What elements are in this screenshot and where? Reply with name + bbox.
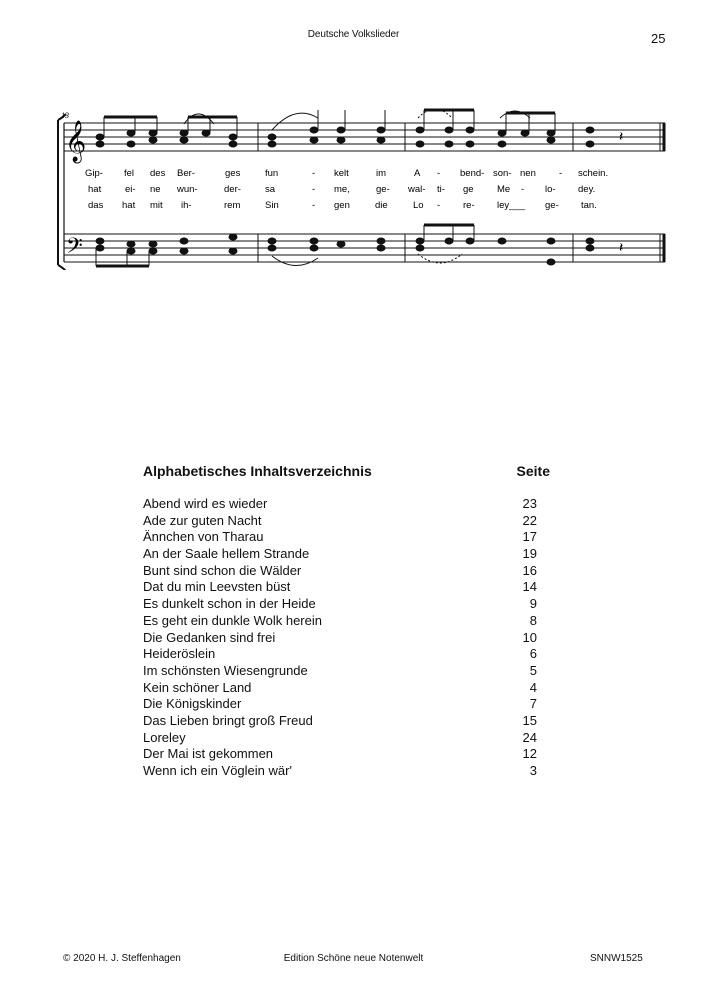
song-page: 7: [529, 696, 537, 712]
footer-code: SNNW1525: [590, 953, 643, 964]
song-page: 4: [529, 679, 537, 695]
svg-text:mit: mit: [150, 200, 163, 211]
treble-clef-icon: 𝄞: [65, 121, 87, 162]
toc-entry: [143, 680, 553, 697]
svg-text:die: die: [375, 200, 388, 211]
song-title: Es dunkelt schon in der Heide: [143, 596, 316, 612]
svg-text:ge-: ge-: [376, 184, 390, 195]
svg-text:tan.: tan.: [581, 200, 597, 211]
song-title: Ännchen von Tharau: [143, 529, 264, 545]
song-title: Es geht ein dunkle Wolk herein: [143, 612, 322, 628]
svg-text:ley___: ley___: [497, 200, 525, 211]
song-title: Loreley: [143, 729, 186, 745]
svg-text:son-: son-: [493, 168, 512, 179]
svg-text:sa: sa: [265, 184, 276, 195]
svg-text:Gip-: Gip-: [85, 168, 103, 179]
lyrics-line-1: [85, 168, 608, 179]
toc-entry: [143, 746, 553, 763]
svg-text:wal-: wal-: [408, 184, 426, 195]
toc-list: [143, 496, 553, 780]
footer-copyright: © 2020 H. J. Steffenhagen: [63, 953, 181, 964]
song-title: An der Saale hellem Strande: [143, 546, 310, 562]
svg-text:ti-: ti-: [437, 184, 445, 195]
svg-text:-: -: [521, 184, 525, 195]
song-title: Bunt sind schon die Wälder: [143, 562, 302, 578]
toc-entry: [143, 630, 553, 647]
svg-text:ih-: ih-: [181, 200, 192, 211]
song-page: 12: [522, 746, 537, 762]
toc-entry: [143, 663, 553, 680]
svg-text:ne: ne: [150, 184, 161, 195]
svg-text:rem: rem: [224, 200, 241, 211]
svg-text:Ber-: Ber-: [177, 168, 195, 179]
toc-entry: [143, 596, 553, 613]
rest-icon: 𝄽: [619, 240, 624, 256]
toc-heading: Alphabetisches Inhaltsverzeichnis: [143, 463, 372, 479]
toc-entry: [143, 496, 553, 513]
svg-text:me,: me,: [334, 184, 350, 195]
svg-text:Sin: Sin: [265, 200, 279, 211]
svg-text:wun-: wun-: [177, 184, 198, 195]
toc-entry: [143, 513, 553, 530]
toc-entry: [143, 529, 553, 546]
svg-text:ge: ge: [463, 184, 474, 195]
svg-text:des: des: [150, 168, 166, 179]
svg-text:fel: fel: [124, 168, 135, 179]
song-page: 5: [529, 662, 537, 678]
song-page: 3: [529, 763, 537, 778]
song-title: Die Königskinder: [143, 696, 242, 712]
song-page: 17: [522, 529, 537, 545]
song-page: 10: [522, 629, 537, 645]
svg-text:im: im: [376, 168, 387, 179]
svg-text:-: -: [312, 184, 316, 195]
svg-text:lo-: lo-: [545, 184, 556, 195]
toc-entry: [143, 546, 553, 563]
song-title: Im schönsten Wiesengrunde: [143, 662, 308, 678]
song-title: Kein schöner Land: [143, 679, 252, 695]
toc-header: [143, 463, 553, 479]
toc-entry: [143, 730, 553, 747]
lyrics-line-2: [88, 184, 595, 195]
song-page: 15: [522, 712, 537, 728]
running-head: Deutsche Volkslieder: [307, 29, 400, 40]
svg-text:kelt: kelt: [334, 168, 349, 179]
svg-text:der-: der-: [224, 184, 241, 195]
song-title: Ade zur guten Nacht: [143, 512, 262, 528]
svg-text:dey.: dey.: [578, 184, 596, 195]
svg-text:bend-: bend-: [460, 168, 485, 179]
svg-text:-: -: [559, 168, 563, 179]
song-page: 14: [522, 579, 537, 595]
song-title: Das Lieben bringt groß Freud: [143, 712, 313, 728]
song-page: 23: [522, 496, 537, 511]
toc-entry: [143, 763, 553, 780]
music-score: [0, 100, 707, 270]
toc-entry: [143, 579, 553, 596]
song-page: 22: [522, 512, 537, 528]
svg-text:ge-: ge-: [545, 200, 559, 211]
song-page: 24: [522, 729, 537, 745]
bass-clef-icon: 𝄢: [66, 234, 83, 264]
lyrics-line-3: [88, 200, 597, 211]
rest-icon: 𝄽: [619, 129, 624, 145]
page-column-label: Seite: [516, 463, 550, 479]
song-page: 8: [529, 612, 537, 628]
svg-text:nen: nen: [520, 168, 536, 179]
song-title: Dat du min Leevsten büst: [143, 579, 291, 595]
song-page: 19: [522, 546, 537, 562]
svg-text:hat: hat: [122, 200, 136, 211]
svg-text:Lo: Lo: [413, 200, 424, 211]
svg-text:re-: re-: [463, 200, 475, 211]
song-page: 16: [522, 562, 537, 578]
svg-text:gen: gen: [334, 200, 350, 211]
song-title: Wenn ich ein Vöglein wär': [143, 763, 292, 778]
svg-text:ges: ges: [225, 168, 241, 179]
lower-notes: [96, 234, 594, 265]
song-title: Die Gedanken sind frei: [143, 629, 276, 645]
svg-text:-: -: [312, 200, 316, 211]
measure-number: 13: [61, 111, 69, 120]
song-title: Der Mai ist gekommen: [143, 746, 274, 762]
svg-text:fun: fun: [265, 168, 279, 179]
toc-entry: [143, 696, 553, 713]
svg-text:-: -: [437, 200, 441, 211]
svg-text:A: A: [414, 168, 421, 179]
svg-text:das: das: [88, 200, 104, 211]
svg-text:-: -: [437, 168, 441, 179]
table-of-contents: [143, 463, 553, 780]
svg-text:ei-: ei-: [125, 184, 136, 195]
song-title: Abend wird es wieder: [143, 496, 268, 511]
svg-text:schein.: schein.: [578, 168, 609, 179]
svg-text:-: -: [312, 168, 316, 179]
svg-text:hat: hat: [88, 184, 102, 195]
song-page: 9: [529, 596, 537, 612]
toc-entry: [143, 713, 553, 730]
footer-edition: Edition Schöne neue Notenwelt: [283, 953, 424, 964]
toc-entry: [143, 613, 553, 630]
song-page: 6: [529, 646, 537, 662]
page-number: 25: [651, 31, 666, 46]
toc-entry: [143, 646, 553, 663]
svg-text:Me: Me: [497, 184, 511, 195]
toc-entry: [143, 563, 553, 580]
song-title: Heideröslein: [143, 646, 216, 662]
